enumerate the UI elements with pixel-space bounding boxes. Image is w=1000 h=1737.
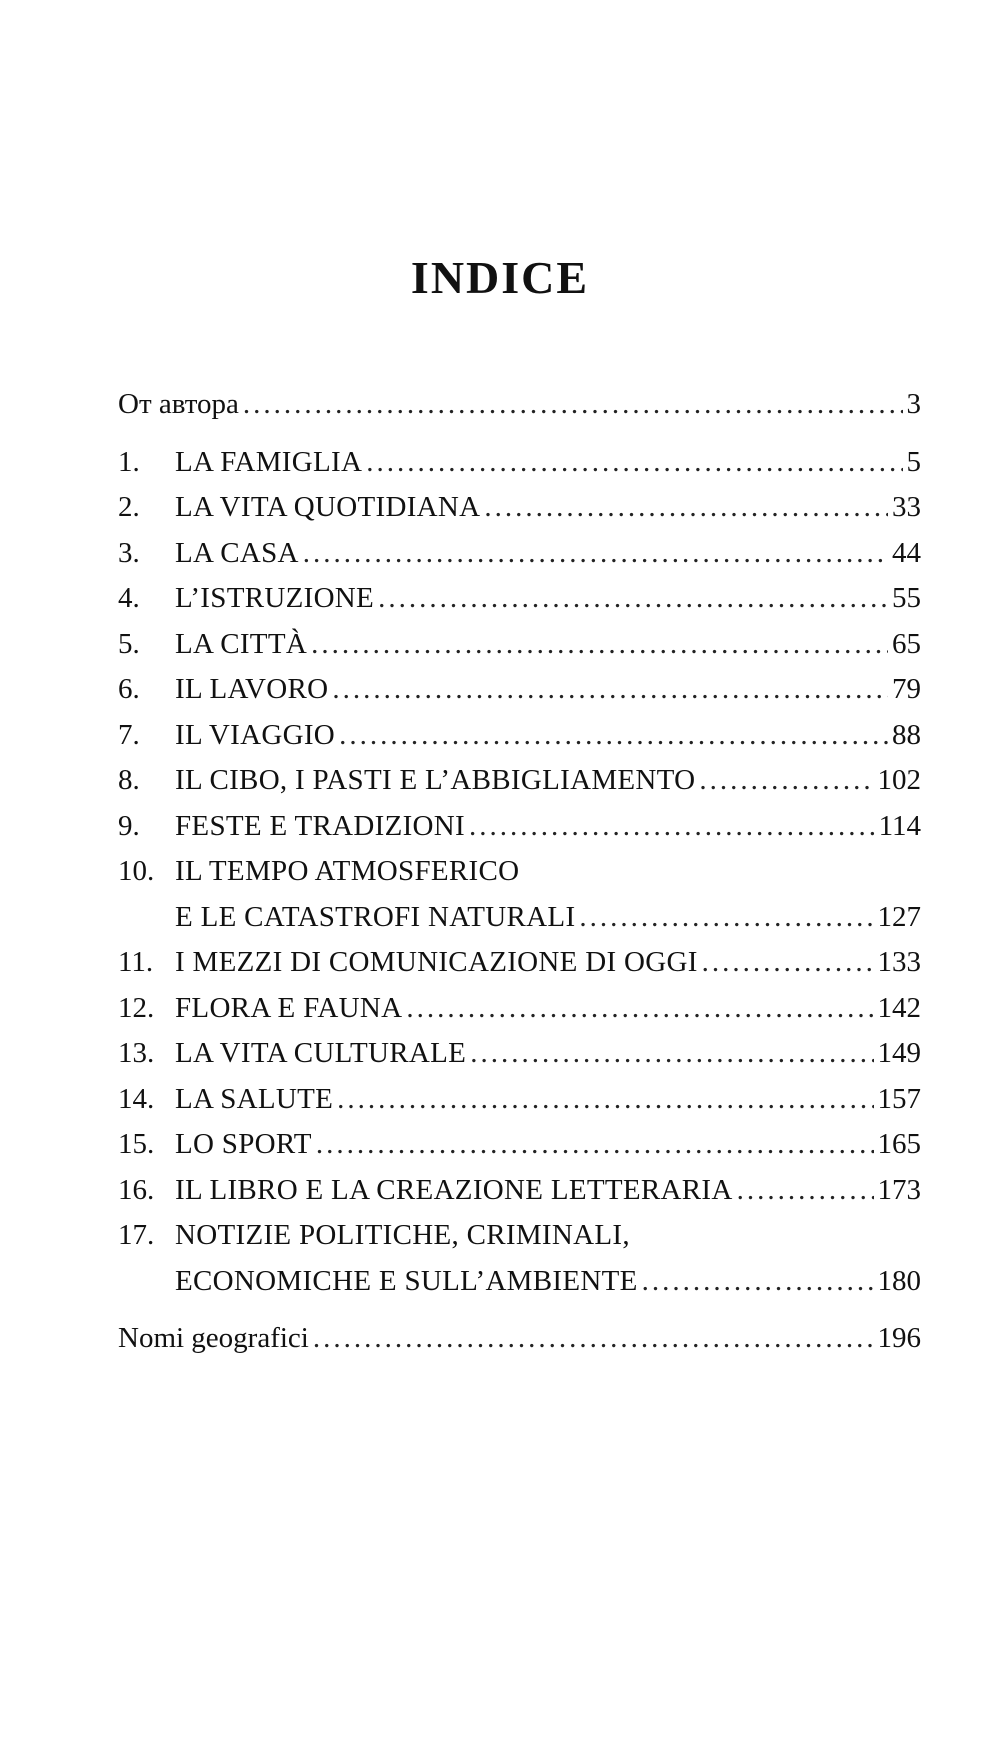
chapter-number: 13. — [118, 1037, 155, 1069]
toc-entry-label: NOTIZIE POLITICHE, CRIMINALI, — [175, 1219, 630, 1251]
leader-dots — [378, 576, 888, 622]
leader-dots — [699, 758, 873, 804]
toc-entry-page: 157 — [877, 1082, 921, 1115]
chapter-number: 8. — [118, 764, 140, 796]
chapter-number: 1. — [118, 445, 140, 478]
leader-dots — [339, 713, 888, 759]
table-of-contents — [118, 382, 921, 1362]
chapter-number: 11. — [118, 946, 154, 978]
leader-dots — [484, 485, 888, 531]
toc-entry-label: LO SPORT — [175, 1128, 312, 1160]
chapter-number: 14. — [118, 1082, 155, 1115]
chapter-number: 3. — [118, 536, 140, 569]
toc-entry-label: LA VITA CULTURALE — [175, 1037, 467, 1069]
toc-entry-6[interactable] — [118, 667, 921, 713]
leader-dots — [313, 1316, 874, 1362]
page-title: INDICE — [410, 252, 590, 303]
leader-dots — [303, 531, 888, 577]
chapter-number: 16. — [118, 1173, 155, 1206]
toc-entry-page: 114 — [878, 809, 921, 842]
toc-entry-page: 180 — [877, 1264, 921, 1297]
toc-entry-page: 55 — [892, 582, 921, 614]
toc-entry-9[interactable] — [118, 804, 921, 850]
toc-entry-page: 196 — [877, 1322, 921, 1354]
leader-dots — [702, 940, 874, 986]
chapter-number: 5. — [118, 627, 140, 660]
leader-dots — [737, 1168, 874, 1214]
leader-dots — [470, 1031, 873, 1077]
chapter-number: 9. — [118, 809, 140, 842]
toc-entry-page: 33 — [892, 491, 921, 523]
toc-entry-page: 79 — [892, 673, 921, 705]
toc-entry-label: L’ISTRUZIONE — [175, 582, 375, 614]
leader-dots — [332, 667, 888, 713]
leader-dots — [316, 1122, 874, 1168]
toc-entry-11[interactable] — [118, 940, 921, 986]
toc-entry-5[interactable] — [118, 622, 921, 668]
leader-dots — [337, 1077, 873, 1123]
chapter-number: 10. — [118, 855, 155, 887]
toc-entry-page: 142 — [877, 991, 921, 1024]
toc-entry-1[interactable] — [118, 440, 921, 486]
toc-entry-10[interactable] — [118, 849, 921, 895]
toc-entry-16[interactable] — [118, 1168, 921, 1214]
chapter-number: 15. — [118, 1128, 155, 1160]
chapter-number: 2. — [118, 491, 140, 523]
toc-entry-15[interactable] — [118, 1122, 921, 1168]
toc-entry-label-line2: ECONOMICHE E SULL’AMBIENTE — [175, 1264, 638, 1297]
leader-dots — [579, 895, 873, 941]
toc-entry-label: FESTE E TRADIZIONI — [175, 809, 466, 842]
toc-entry-17[interactable] — [118, 1213, 921, 1259]
toc-entry-page: 165 — [877, 1128, 921, 1160]
toc-entry-label: Nomi geografici — [118, 1322, 309, 1354]
leader-dots — [366, 440, 902, 486]
toc-entry-page: 149 — [877, 1037, 921, 1069]
toc-entry-page: 102 — [877, 764, 921, 796]
toc-entry-label: IL LIBRO E LA CREAZIONE LETTERARIA — [175, 1173, 733, 1206]
toc-entry-page: 44 — [892, 536, 921, 569]
toc-entry-label: IL VIAGGIO — [175, 718, 336, 751]
chapter-number: 7. — [118, 718, 140, 751]
toc-entry-preface[interactable] — [118, 382, 921, 428]
chapter-number: 12. — [118, 991, 155, 1024]
toc-entry-label: От автора — [118, 388, 239, 420]
toc-entry-label: LA CITTÀ — [175, 627, 308, 660]
toc-entry-label: FLORA E FAUNA — [175, 991, 403, 1024]
toc-entry-12[interactable] — [118, 986, 921, 1032]
toc-entry-4[interactable] — [118, 576, 921, 622]
toc-entry-14[interactable] — [118, 1077, 921, 1123]
toc-entry-appendix[interactable] — [118, 1316, 921, 1362]
toc-entry-2[interactable] — [118, 485, 921, 531]
toc-entry-label-line2: E LE CATASTROFI NATURALI — [175, 900, 576, 933]
toc-entry-label: LA SALUTE — [175, 1082, 334, 1115]
leader-dots — [406, 986, 873, 1032]
toc-entry-page: 5 — [906, 445, 921, 478]
toc-entry-page: 133 — [877, 946, 921, 978]
toc-entry-page: 88 — [892, 718, 921, 751]
toc-entry-page: 65 — [892, 627, 921, 660]
toc-entry-label: LA CASA — [175, 536, 299, 569]
leader-dots — [243, 382, 903, 428]
toc-entry-8[interactable] — [118, 758, 921, 804]
chapter-number: 6. — [118, 673, 140, 705]
toc-entry-label: I MEZZI DI COMUNICAZIONE DI OGGI — [175, 946, 698, 978]
chapter-number: 17. — [118, 1219, 155, 1251]
toc-entry-3[interactable] — [118, 531, 921, 577]
chapter-number: 4. — [118, 582, 140, 614]
toc-entry-label: IL LAVORO — [175, 673, 329, 705]
toc-entry-17-continued[interactable] — [118, 1259, 921, 1305]
toc-entry-10-continued[interactable] — [118, 895, 921, 941]
toc-entry-label: IL TEMPO ATMOSFERICO — [175, 855, 520, 887]
toc-entry-7[interactable] — [118, 713, 921, 759]
leader-dots — [311, 622, 888, 668]
toc-entry-page: 173 — [877, 1173, 921, 1206]
toc-entry-13[interactable] — [118, 1031, 921, 1077]
toc-entry-label: LA FAMIGLIA — [175, 445, 363, 478]
toc-entry-page: 127 — [877, 900, 921, 933]
leader-dots — [469, 804, 875, 850]
toc-entry-label: LA VITA QUOTIDIANA — [175, 491, 481, 523]
toc-entry-label: IL CIBO, I PASTI E L’ABBIGLIAMENTO — [175, 764, 696, 796]
leader-dots — [642, 1259, 874, 1305]
toc-entry-page: 3 — [906, 388, 921, 420]
